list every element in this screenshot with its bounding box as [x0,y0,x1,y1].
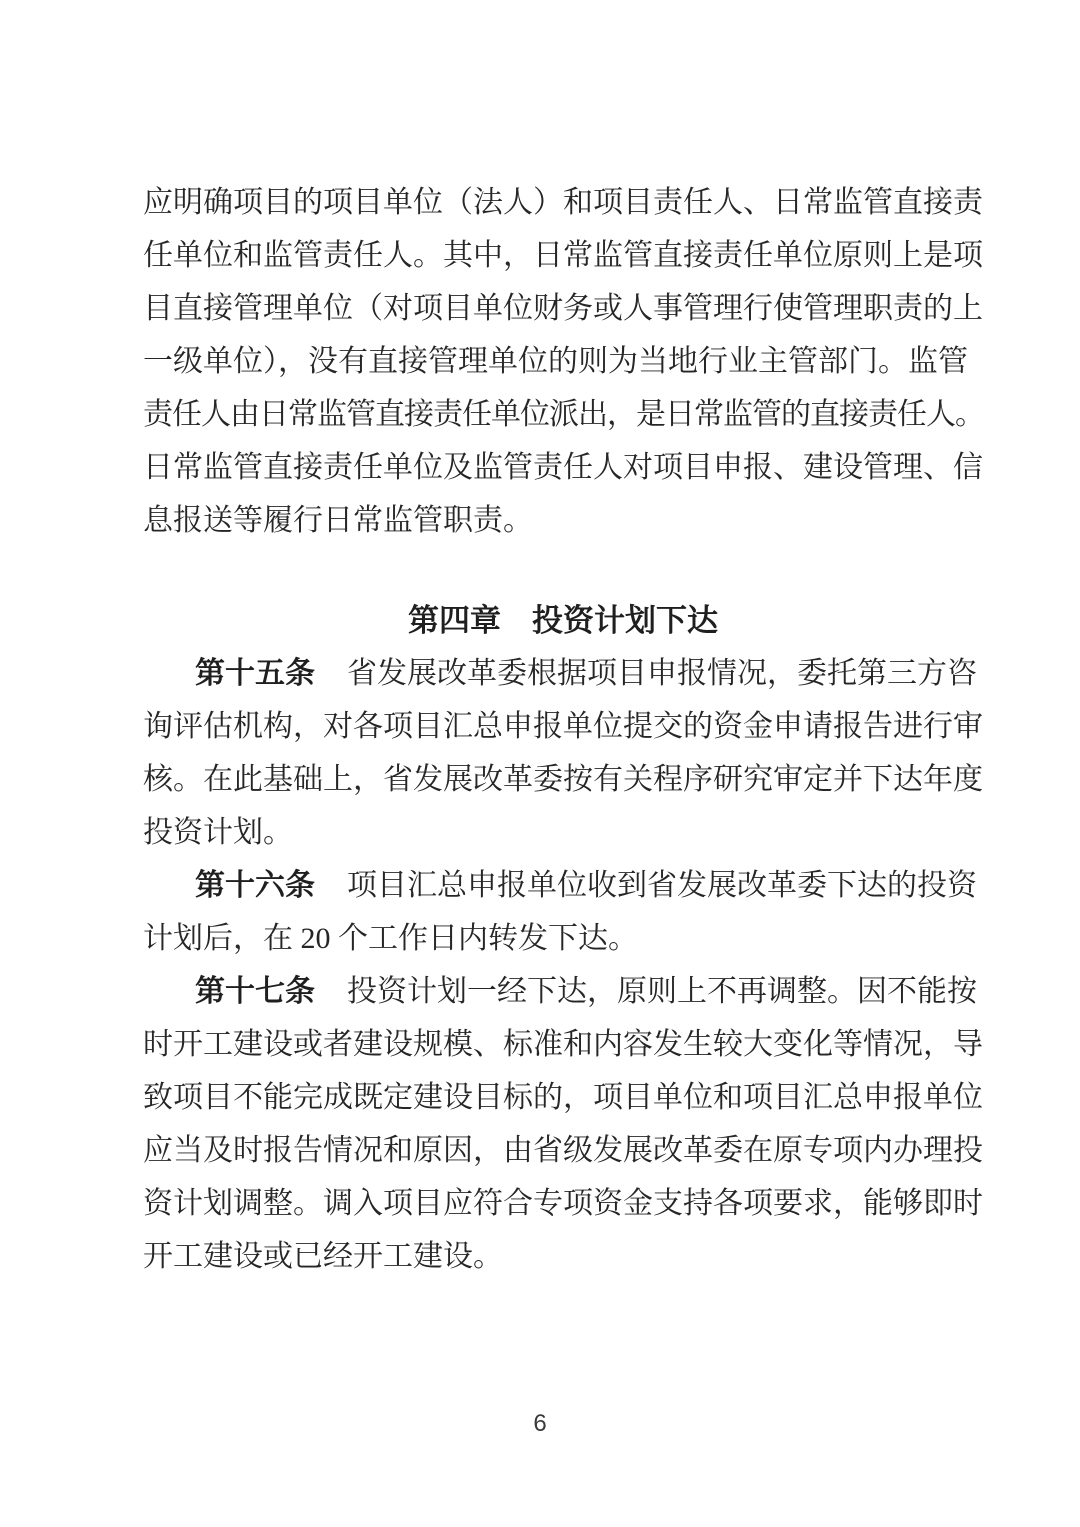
text-line: 应当及时报告情况和原因，由省级发展改革委在原专项内办理投 [143,1134,983,1167]
text-line: 资计划调整。调入项目应符合专项资金支持各项要求，能够即时 [143,1187,983,1220]
text-line: 核。在此基础上，省发展改革委按有关程序研究审定并下达年度 [143,763,983,796]
text-line: 日常监管直接责任单位及监管责任人对项目申报、建设管理、信 [143,451,983,484]
article-15-first-line [143,647,983,700]
article-17-number: 第十七条 [195,975,315,1008]
text-line: 任单位和监管责任人。其中，日常监管直接责任单位原则上是项 [143,239,983,272]
text-line: 一级单位），没有直接管理单位的则为当地行业主管部门。监管 [143,345,968,378]
article-17-text: 投资计划一经下达，原则上不再调整。因不能按 [347,975,977,1008]
article-16-text: 项目汇总申报单位收到省发展改革委下达的投资 [347,869,977,902]
article-16-number: 第十六条 [195,869,315,902]
text-line: 息报送等履行日常监管职责。 [143,504,533,537]
text-line: 目直接管理单位（对项目单位财务或人事管理行使管理职责的上 [143,292,983,325]
article-16-first-line [143,859,983,912]
text-line: 时开工建设或者建设规模、标准和内容发生较大变化等情况，导 [143,1028,983,1061]
article-17-first-line [143,965,983,1018]
text-line: 开工建设或已经开工建设。 [143,1240,503,1273]
text-line: 致项目不能完成既定建设目标的，项目单位和项目汇总申报单位 [143,1081,983,1114]
text-line: 询评估机构，对各项目汇总申报单位提交的资金申请报告进行审 [143,710,983,743]
article-15 [143,647,983,859]
text-line: 应明确项目的项目单位（法人）和项目责任人、日常监管直接责 [143,186,983,219]
article-16 [143,859,983,965]
chapter-heading: 第四章 投资计划下达 [408,603,718,638]
text-line: 投资计划。 [143,816,293,849]
document-body [143,176,983,1283]
article-15-text: 省发展改革委根据项目申报情况，委托第三方咨 [347,657,977,690]
text-line: 责任人由日常监管直接责任单位派出，是日常监管的直接责任人。 [143,398,984,431]
page-number: 6 [533,1410,547,1437]
text-line: 计划后，在 20 个工作日内转发下达。 [143,922,638,955]
article-15-number: 第十五条 [195,657,315,690]
paragraph-continuation [143,176,983,547]
article-17 [143,965,983,1283]
